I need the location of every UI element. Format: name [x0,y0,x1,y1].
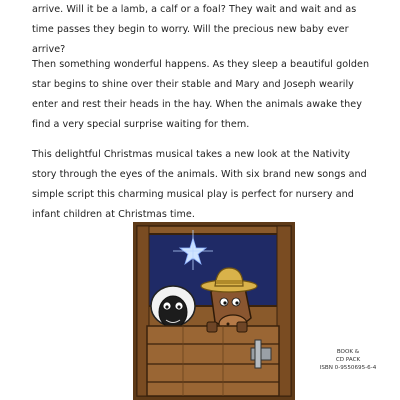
paragraph-3: This delightful Christmas musical takes a new look at the Nativity story through the eyes of the animals. With six brand new songs and simple script this charming musical play is perfect for nursery and infant children at Christmas time. [32,149,367,220]
isbn-text: ISBN 0-9550695-6-4 [319,365,377,371]
pack-line-2: CD PACK [335,357,361,363]
pack-info [308,348,388,372]
paragraph-2: Then something wonderful happens. As they sleep a beautiful golden star begins to shine over their stable and Mary and Joseph wearily enter and rest their heads in the hay. When the animals awake they find a very special surprise waiting for them. [32,59,370,130]
stable-illustration [133,222,295,400]
pack-line-1: BOOK & [336,349,360,355]
paragraph-1: arrive. Will it be a lamb, a calf or a foal? They wait and wait and as time passes they begin to worry. Will the precious new baby ever arrive? [32,4,357,55]
